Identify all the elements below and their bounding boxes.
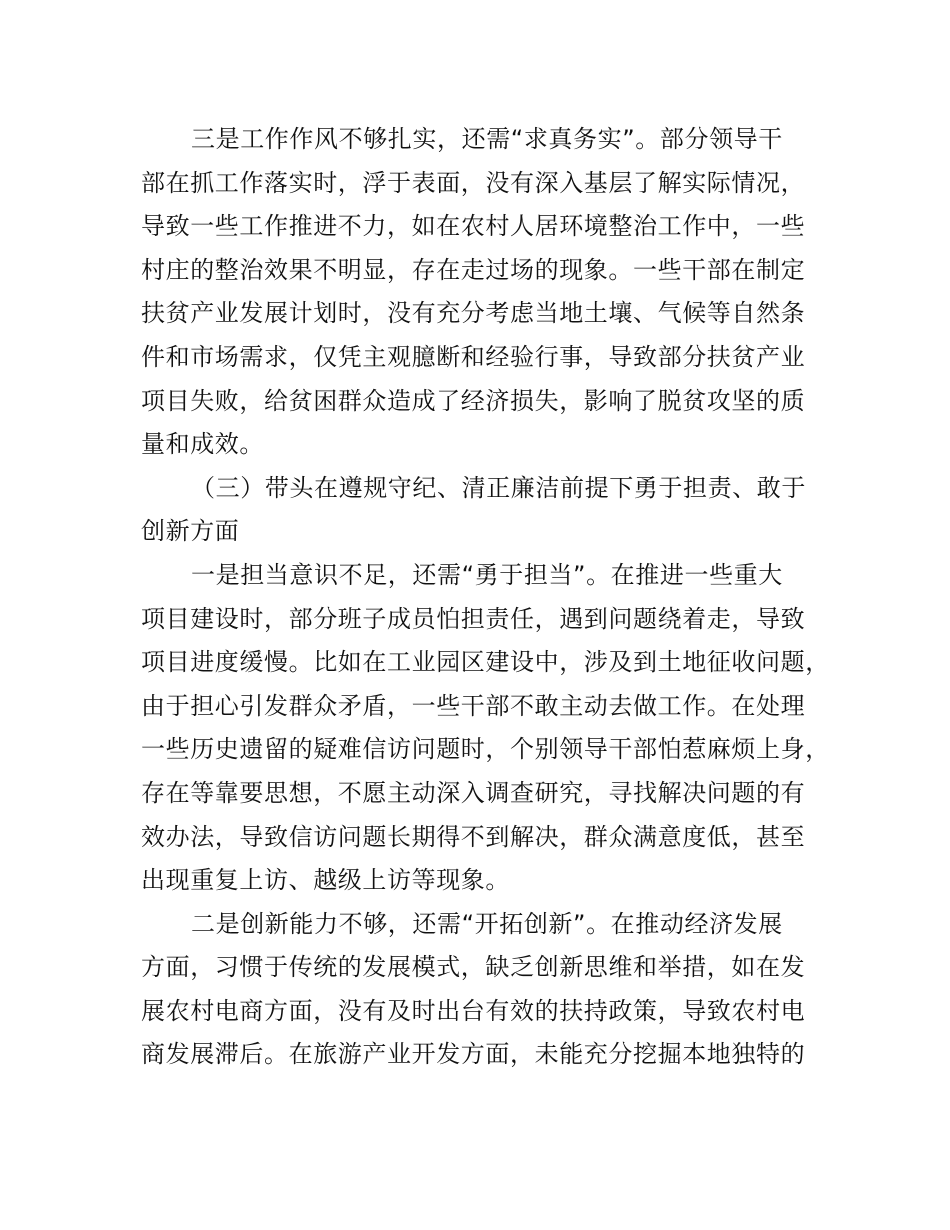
text-line: 方面，习惯于传统的发展模式，缺乏创新思维和举措，如在发 xyxy=(141,953,806,982)
paragraph-work-style xyxy=(141,118,835,467)
text-line: 展农村电商方面，没有及时出台有效的扶持政策，导致农村电 xyxy=(141,996,806,1025)
heading-line: 创新方面 xyxy=(141,517,240,546)
text-line: 导致一些工作推进不力，如在农村人居环境整治工作中，一些 xyxy=(141,212,806,241)
text-line: 二是创新能力不够，还需“开拓创新”。在推动经济发展 xyxy=(191,909,783,938)
text-line: 项目进度缓慢。比如在工业园区建设中，涉及到土地征收问题， xyxy=(141,648,830,677)
paragraph-innovation xyxy=(141,903,835,1077)
text-line: 扶贫产业发展计划时，没有充分考虑当地土壤、气候等自然条 xyxy=(141,299,806,328)
paragraph-responsibility xyxy=(141,554,835,903)
text-line: 一是担当意识不足，还需“勇于担当”。在推进一些重大 xyxy=(191,560,783,589)
text-line: 由于担心引发群众矛盾，一些干部不敢主动去做工作。在处理 xyxy=(141,691,806,720)
text-line: 村庄的整治效果不明显，存在走过场的现象。一些干部在制定 xyxy=(141,255,806,284)
text-line: 项目失败，给贫困群众造成了经济损失，影响了脱贫攻坚的质 xyxy=(141,386,806,415)
text-line: 效办法，导致信访问题长期得不到解决，群众满意度低，甚至 xyxy=(141,822,806,851)
text-line: 件和市场需求，仅凭主观臆断和经验行事，导致部分扶贫产业 xyxy=(141,342,806,371)
text-line: 三是工作作风不够扎实，还需“求真务实”。部分领导干 xyxy=(191,125,783,153)
section-heading-three xyxy=(141,467,835,554)
heading-line: （三）带头在遵规守纪、清正廉洁前提下勇于担责、敢于 xyxy=(191,473,806,502)
document-body xyxy=(141,118,835,1077)
text-line: 项目建设时，部分班子成员怕担责任，遇到问题绕着走，导致 xyxy=(141,604,806,633)
text-line: 出现重复上访、越级上访等现象。 xyxy=(141,866,510,895)
text-line: 量和成效。 xyxy=(141,430,264,459)
text-line: 商发展滞后。在旅游产业开发方面，未能充分挖掘本地独特的 xyxy=(141,1040,806,1069)
text-line: 存在等靠要思想，不愿主动深入调查研究，寻找解决问题的有 xyxy=(141,778,806,807)
text-line: 一些历史遗留的疑难信访问题时，个别领导干部怕惹麻烦上身， xyxy=(141,735,830,764)
text-line: 部在抓工作落实时，浮于表面，没有深入基层了解实际情况， xyxy=(141,168,806,197)
